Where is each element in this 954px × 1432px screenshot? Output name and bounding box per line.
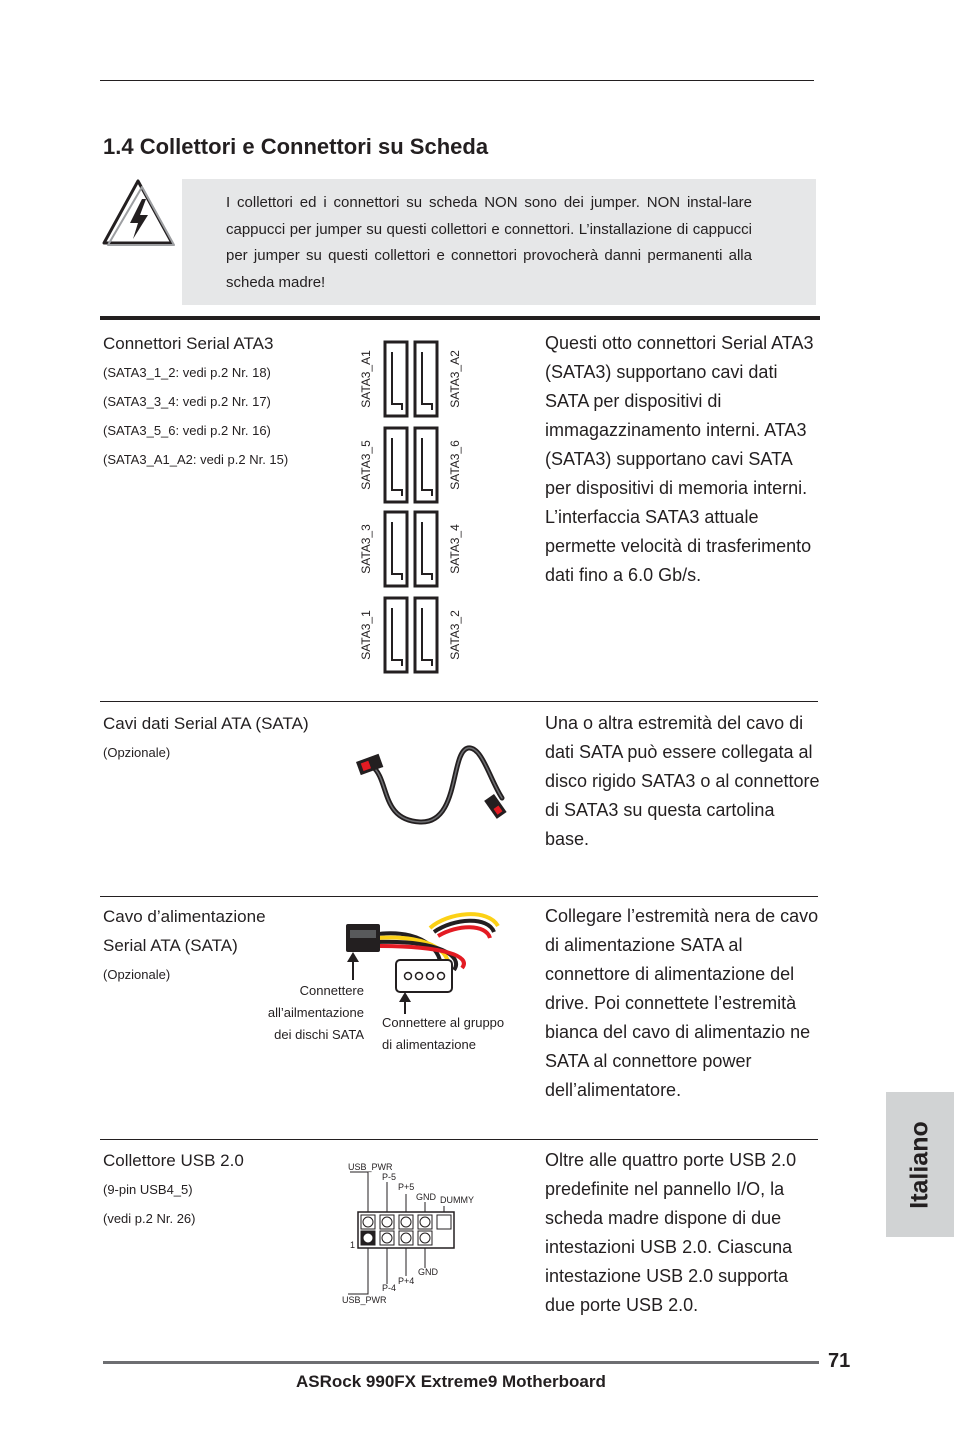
arrow-up-icon	[346, 952, 360, 980]
power-cable-label-line2: Serial ATA (SATA)	[103, 936, 238, 955]
language-tab-label: Italiano	[905, 1120, 934, 1209]
port-label: SATA3_4	[448, 524, 462, 574]
power-cable-label-line1: Cavo d’alimentazione	[103, 907, 266, 926]
p-minus-4-label: P-4	[382, 1283, 397, 1293]
usb-ref: (vedi p.2 Nr. 26)	[103, 1211, 196, 1226]
sata3-ref-1: (SATA3_1_2: vedi p.2 Nr. 18)	[103, 365, 271, 380]
notice-box	[182, 179, 816, 305]
sata-drive-callout: Connettere all’ailmentazione dei dischi SATA	[267, 983, 364, 1042]
usb-header-diagram	[340, 1158, 490, 1308]
gnd-bottom-label: GND	[418, 1267, 438, 1277]
footer-product-name: ASRock 990FX Extreme9 Motherboard	[296, 1372, 606, 1391]
usb-pwr-bottom-label: USB_PWR	[342, 1295, 387, 1305]
usb-pin-info: (9-pin USB4_5)	[103, 1182, 193, 1197]
notice-text: I collettori ed i connettori su scheda NON sono dei jumper. NON instal-lare cappucci per jumper su questi collettori e connettori. L’installazione di cappucci per jumper su questi collettori e connettori provocherà danni permanenti alla scheda madre!	[226, 194, 752, 291]
port-label: SATA3_3	[359, 524, 373, 574]
sata-cable-description: Una o altra estremità del cavo di dati SATA può essere collegata al disco rigido SATA3 o al connettore di SATA3 su questa cartolina base.	[545, 713, 820, 849]
gnd-top-label: GND	[416, 1192, 436, 1202]
sata-cable-optional: (Opzionale)	[103, 745, 171, 760]
port-label: SATA3_5	[359, 440, 373, 490]
header-rule	[100, 80, 814, 81]
port-label: SATA3_2	[448, 610, 462, 660]
sata-power-cable-image	[338, 908, 518, 1003]
sata3-ref-3: (SATA3_5_6: vedi p.2 Nr. 16)	[103, 423, 271, 438]
psu-callout: Connettere al gruppo di alimentazione	[382, 1015, 505, 1052]
p-minus-5-label: P-5	[382, 1172, 397, 1182]
language-tab	[886, 1092, 954, 1237]
section-rule-usb	[100, 1139, 818, 1140]
sata-cable-label: Cavi dati Serial ATA (SATA)	[103, 714, 309, 733]
sata3-ports-diagram	[350, 338, 470, 674]
p-plus-4-label: P+4	[398, 1276, 415, 1286]
dummy-label: DUMMY	[440, 1195, 474, 1205]
power-cable-optional: (Opzionale)	[103, 967, 171, 982]
page-number: 71	[828, 1350, 851, 1372]
section-rule-sata3	[100, 316, 820, 320]
port-label: SATA3_A2	[448, 350, 462, 408]
usb-label: Collettore USB 2.0	[103, 1151, 244, 1170]
power-cable-description: Collegare l’estremità nera de cavo di alimentazione SATA al connettore di alimentazione del drive. Poi connettete l’estremità bianca del cavo di alimentazio ne SATA al connettore power dell’alimentatore.	[545, 906, 819, 1100]
sata3-ref-4: (SATA3_A1_A2: vedi p.2 Nr. 15)	[103, 452, 289, 467]
section-rule-power-cable	[100, 896, 818, 897]
section-rule-sata-cable	[100, 701, 818, 702]
pin-1-label: 1	[350, 1240, 356, 1250]
port-label: SATA3_6	[448, 440, 462, 490]
port-label: SATA3_A1	[359, 350, 373, 408]
arrow-up-icon	[398, 992, 412, 1014]
sata-data-cable-image	[350, 740, 520, 830]
footer-rule	[103, 1361, 819, 1364]
port-label: SATA3_1	[359, 610, 373, 660]
sata3-description: Questi otto connettori Serial ATA3 (SATA3) supportano cavi dati SATA per dispositivi di immagazzinamento interni. ATA3 (SATA3) supportano cavi SATA per dispositivi di memoria interni. L’interfaccia SATA3 attuale permette velocità di trasferimento dati fino a 6.0 Gb/s.	[545, 333, 814, 585]
section-title: 1.4 Collettori e Connettori su Scheda	[103, 134, 489, 159]
usb-pwr-top-label: USB_PWR	[348, 1162, 393, 1172]
p-plus-5-label: P+5	[398, 1182, 415, 1192]
usb-description: Oltre alle quattro porte USB 2.0 predefinite nel pannello I/O, la scheda madre dispone di due intestazioni USB 2.0. Ciascuna intestazione USB 2.0 supporta due porte USB 2.0.	[545, 1150, 797, 1315]
sata3-ref-2: (SATA3_3_4: vedi p.2 Nr. 17)	[103, 394, 271, 409]
sata3-label: Connettori Serial ATA3	[103, 334, 274, 353]
warning-icon	[100, 177, 176, 249]
